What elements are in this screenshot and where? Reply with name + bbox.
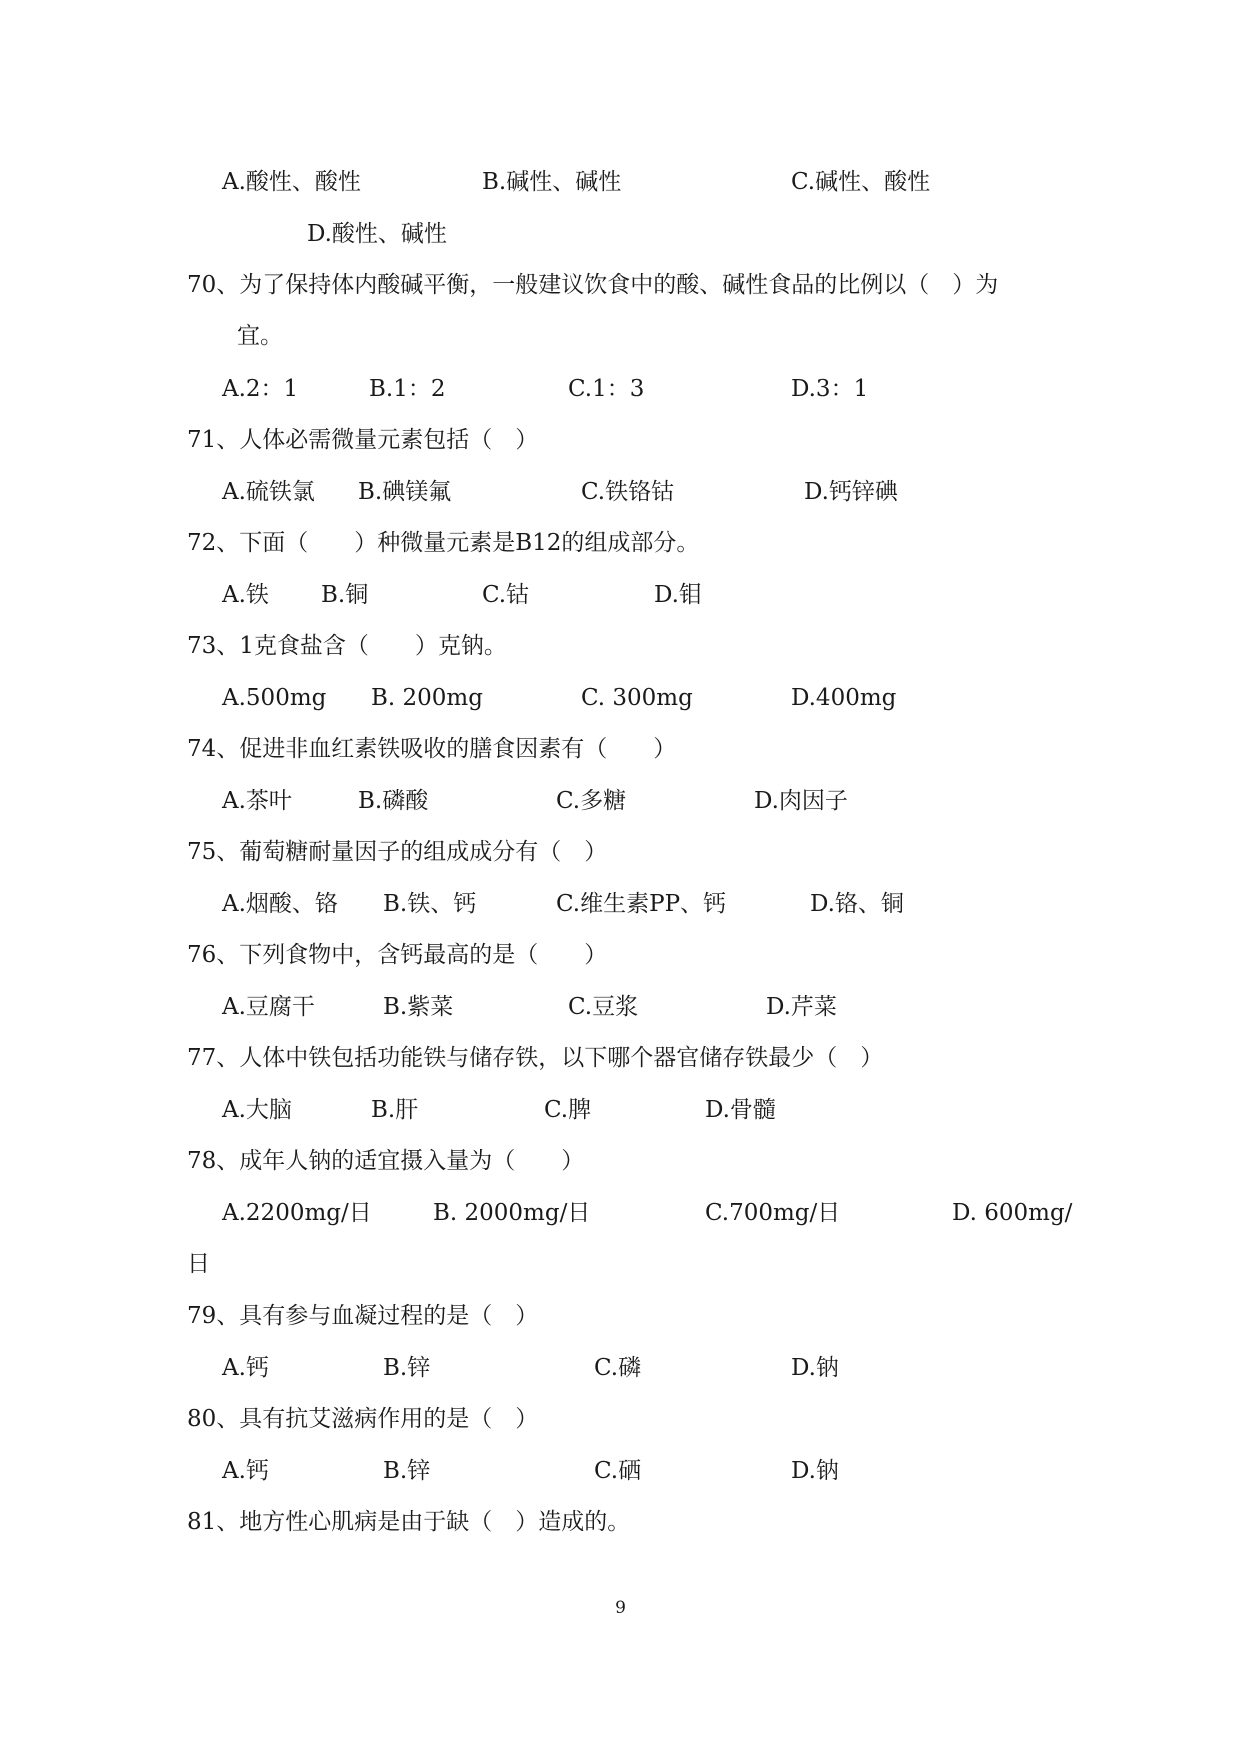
option-b: B.1：2	[369, 376, 446, 402]
option-b: B.紫菜	[383, 994, 454, 1020]
option-c: C.碱性、酸性	[791, 169, 931, 195]
option-c: C.钴	[482, 582, 530, 608]
question-stem: 79、具有参与血凝过程的是（ ）	[187, 1303, 539, 1329]
question-stem: 73、1克食盐含（ ）克钠。	[187, 633, 507, 659]
option-a: A.大脑	[222, 1097, 292, 1123]
question-stem-continued: 宜。	[237, 323, 283, 349]
question-stem: 74、促进非血红素铁吸收的膳食因素有（ ）	[187, 736, 677, 762]
option-c: C.1：3	[568, 376, 645, 402]
option-b: B.锌	[383, 1355, 431, 1381]
option-a: A.2：1	[222, 376, 299, 402]
option-b: B. 2000mg/日	[433, 1200, 591, 1226]
question-stem: 76、下列食物中，含钙最高的是（ ）	[187, 942, 608, 968]
option-a: A.铁	[222, 582, 269, 608]
option-d: D.肉因子	[754, 788, 848, 814]
option-c: C.硒	[594, 1458, 642, 1484]
option-d: D.400mg	[791, 685, 897, 711]
option-a: A.钙	[222, 1458, 269, 1484]
option-d: D.钙锌碘	[804, 479, 898, 505]
option-a: A.硫铁氯	[222, 479, 315, 505]
page-number: 9	[615, 1598, 626, 1618]
option-d: D.3：1	[791, 376, 869, 402]
option-c: C.磷	[594, 1355, 642, 1381]
option-d: D.骨髓	[705, 1097, 776, 1123]
option-b: B.肝	[371, 1097, 419, 1123]
option-d: D.芹菜	[766, 994, 837, 1020]
option-d: D. 600mg/	[952, 1200, 1073, 1226]
question-stem: 77、人体中铁包括功能铁与储存铁，以下哪个器官储存铁最少（ ）	[187, 1045, 884, 1071]
option-c: C.豆浆	[568, 994, 639, 1020]
option-a: A.豆腐干	[222, 994, 315, 1020]
option-a: A.2200mg/日	[222, 1200, 372, 1226]
option-a: A.茶叶	[222, 788, 292, 814]
option-d: D.酸性、碱性	[307, 221, 447, 247]
question-stem: 80、具有抗艾滋病作用的是（ ）	[187, 1406, 539, 1432]
option-d: D.钠	[791, 1355, 839, 1381]
option-d: D.钼	[654, 582, 702, 608]
option-c: C.维生素PP、钙	[556, 891, 727, 917]
option-a: A.烟酸、铬	[222, 891, 338, 917]
option-c: C. 300mg	[581, 685, 693, 711]
question-stem: 72、下面（ ）种微量元素是B12的组成部分。	[187, 530, 700, 556]
option-b: B.碘镁氟	[358, 479, 452, 505]
question-stem: 75、葡萄糖耐量因子的组成成分有（ ）	[187, 839, 608, 865]
option-d: D.钠	[791, 1458, 839, 1484]
option-d: D.铬、铜	[810, 891, 904, 917]
option-a: A.钙	[222, 1355, 269, 1381]
option-a: A.500mg	[222, 685, 327, 711]
option-c: C.多糖	[556, 788, 627, 814]
question-stem: 81、地方性心肌病是由于缺（ ）造成的。	[187, 1509, 631, 1535]
option-d-continued: 日	[187, 1251, 210, 1277]
option-b: B.铜	[321, 582, 369, 608]
question-stem: 71、人体必需微量元素包括（ ）	[187, 427, 539, 453]
option-c: C.脾	[544, 1097, 592, 1123]
option-b: B.锌	[383, 1458, 431, 1484]
option-c: C.铁铬钴	[581, 479, 675, 505]
option-b: B.铁、钙	[383, 891, 477, 917]
option-b: B.磷酸	[358, 788, 429, 814]
option-a: A.酸性、酸性	[222, 169, 361, 195]
option-c: C.700mg/日	[705, 1200, 841, 1226]
option-b: B.碱性、碱性	[482, 169, 622, 195]
question-stem: 70、为了保持体内酸碱平衡，一般建议饮食中的酸、碱性食品的比例以（ ）为	[187, 272, 999, 298]
question-stem: 78、成年人钠的适宜摄入量为（ ）	[187, 1148, 585, 1174]
option-b: B. 200mg	[371, 685, 483, 711]
